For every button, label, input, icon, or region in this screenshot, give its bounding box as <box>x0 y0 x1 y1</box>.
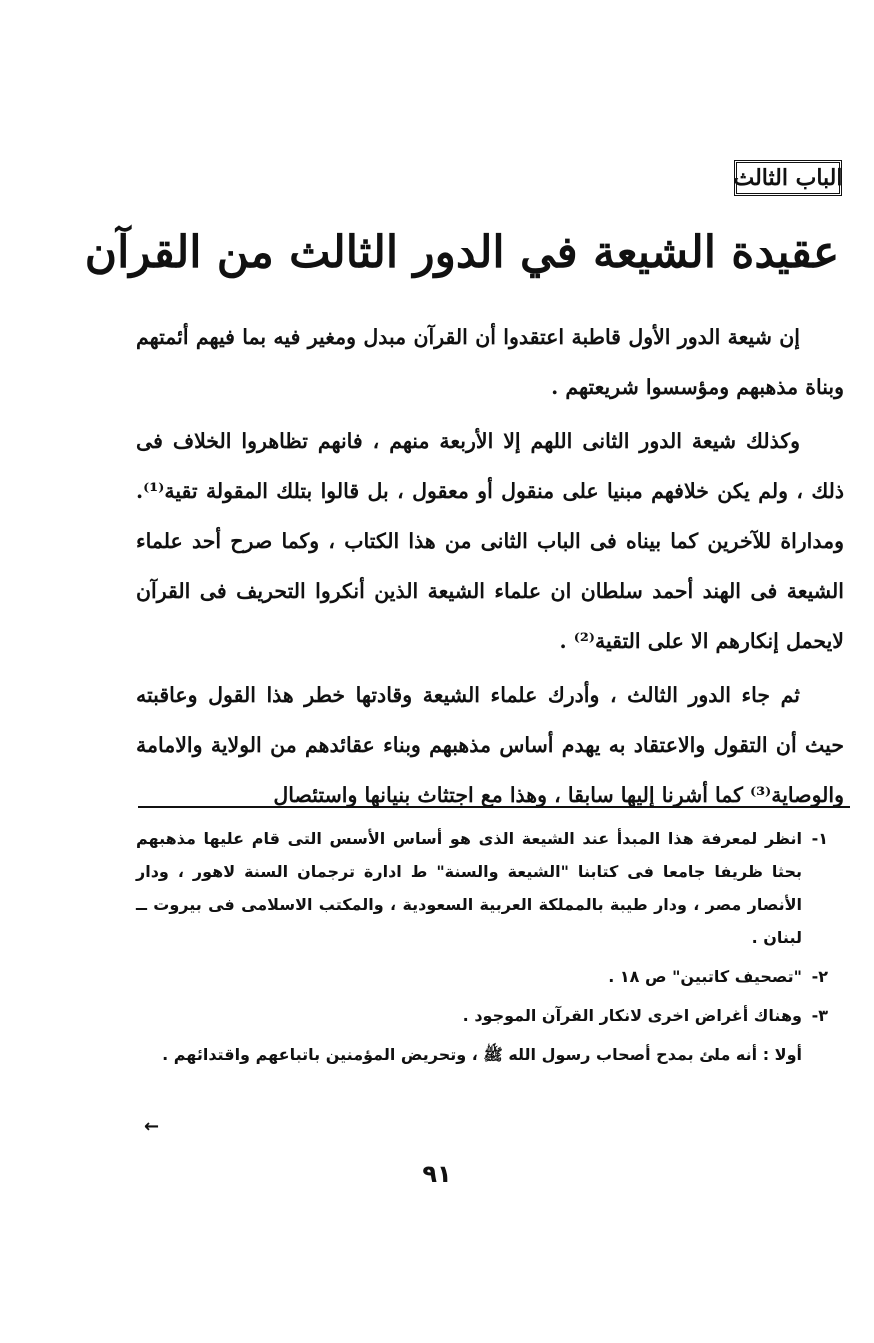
footnote-3 <box>136 999 828 1032</box>
footnote-subpoint-text: أولا : أنه ملئ بمدح أصحاب رسول الله ﷺ ، وتحريض المؤمنين باتباعهم واقتدائهم . <box>162 1045 802 1064</box>
chapter-label: الباب الثالث <box>734 160 842 196</box>
footnote-number: ٣- <box>811 1006 828 1025</box>
footnote-divider <box>138 806 850 808</box>
footnote-1 <box>136 822 828 954</box>
page-title: عقيدة الشيعة في الدور الثالث من القرآن <box>84 226 840 278</box>
footnote-text: وهناك أغراض اخرى لانكار القرآن الموجود . <box>462 1006 802 1025</box>
footnote-number: ١- <box>811 829 828 848</box>
continue-arrow-icon: ← <box>144 1116 160 1137</box>
main-text <box>136 312 844 824</box>
paragraph-3: ثم جاء الدور الثالث ، وأدرك علماء الشيعة وقادتها خطر هذا القول وعاقبته حيث أن التقول والاعتقاد به يهدم أساس مذهبهم وبناء عقائدهم من الولاية والامامة والوصاية⁽³⁾ كما أشرنا إليها سابقا ، وهذا مع اجتثاث بنيانها واستئصال <box>136 683 844 807</box>
footnote-text: انظر لمعرفة هذا المبدأ عند الشيعة الذى هو أساس الأسس التى قام عليها مذهبهم بحثا ظريفا جامعا فى كتابنا "الشيعة والسنة" ط ادارة ترجمان السنة لاهور ، ودار الأنصار مصر ، ودار طيبة بالمملكة العربية السعودية ، والمكتب الاسلامى فى بيروت ــ لبنان . <box>136 829 802 947</box>
footnotes <box>136 822 828 1077</box>
footnote-number: ٢- <box>811 967 828 986</box>
paragraph-1: إن شيعة الدور الأول قاطبة اعتقدوا أن القرآن مبدل ومغير فيه بما فيهم أئمتهم وبناة مذهبهم ومؤسسوا شريعتهم . <box>136 325 844 399</box>
footnote-text: "تصحيف كاتبين" ص ١٨ . <box>608 967 802 986</box>
footnote-3-subpoint <box>136 1038 828 1071</box>
paragraph-2: وكذلك شيعة الدور الثانى اللهم إلا الأربعة منهم ، فانهم تظاهروا الخلاف فى ذلك ، ولم يكن خلافهم مبنيا على منقول أو معقول ، بل قالوا بتلك المقولة تقية⁽¹⁾. ومداراة للآخرين كما بيناه فى الباب الثانى من هذا الكتاب ، وكما صرح أحد علماء الشيعة فى الهند أحمد سلطان ان علماء الشيعة الذين أنكروا التحريف فى القرآن لايحمل إنكارهم الا على التقية⁽²⁾ . <box>136 429 844 653</box>
page-number: ٩١ <box>422 1160 452 1188</box>
footnote-2 <box>136 960 828 993</box>
